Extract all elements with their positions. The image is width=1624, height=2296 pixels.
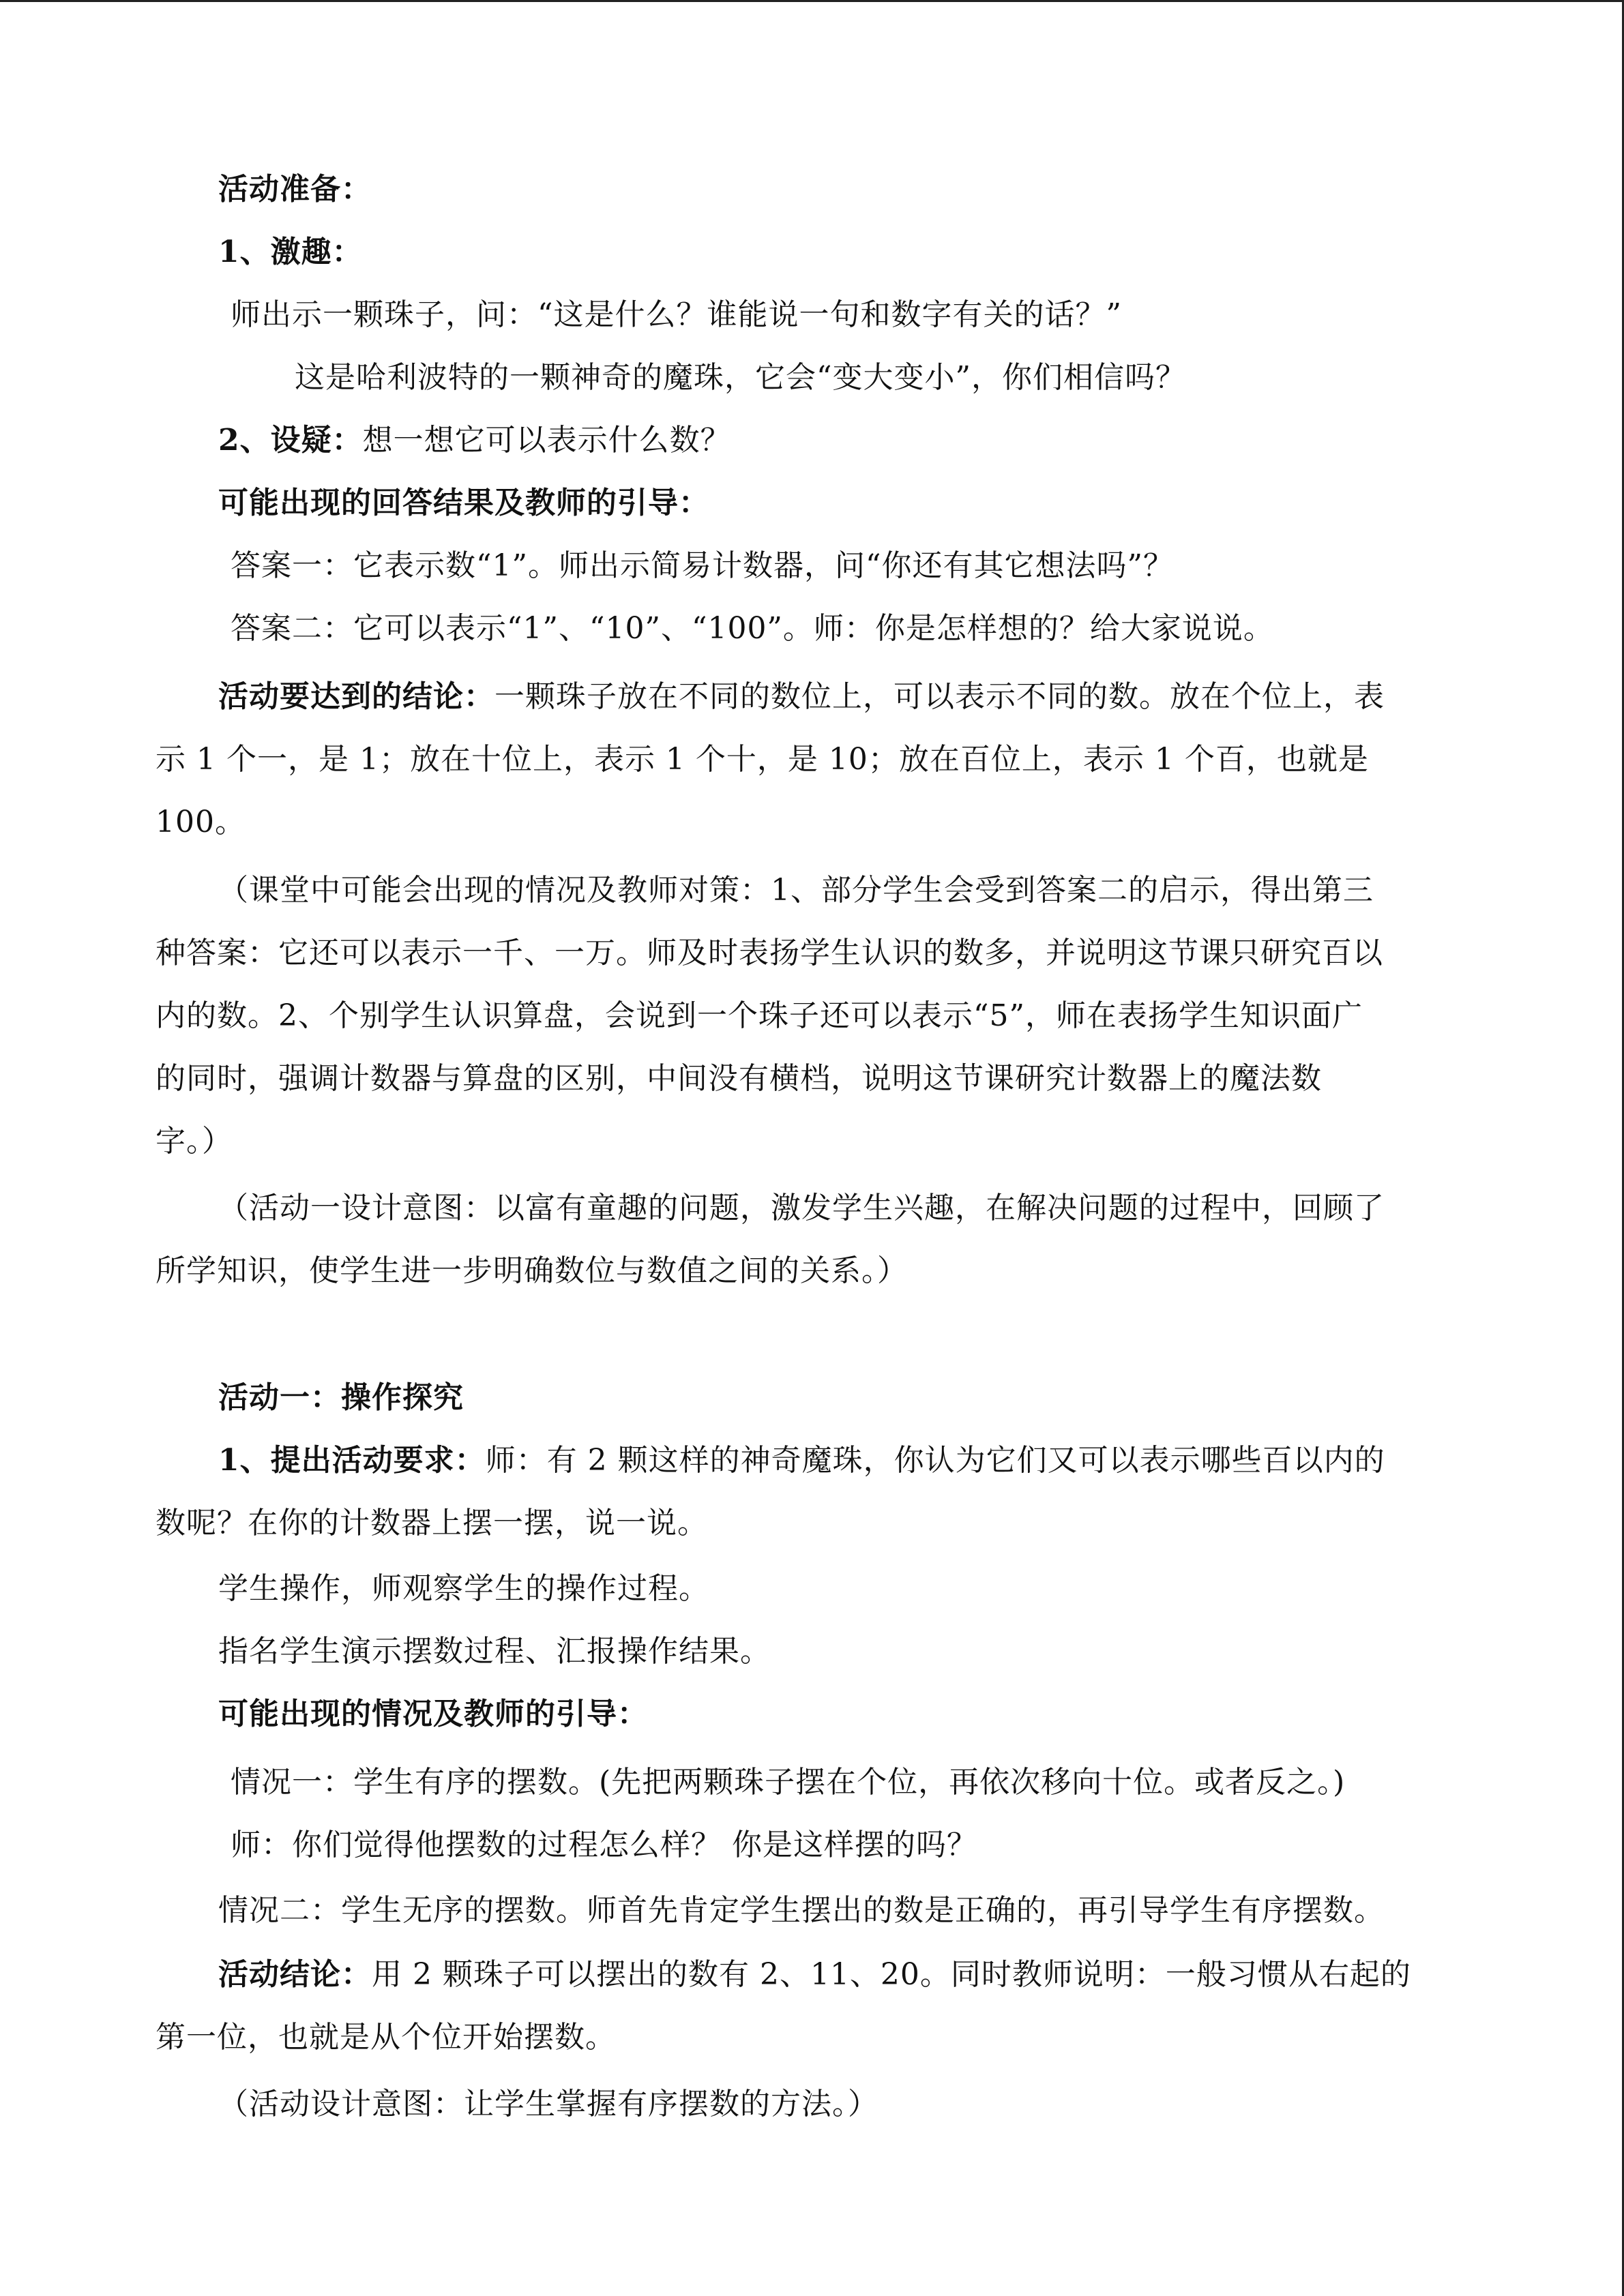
prep-conclusion-line1 — [218, 676, 1385, 717]
prep-s1-line2: 这是哈利波特的一颗神奇的魔珠，它会“变大变小”，你们相信吗？ — [295, 360, 1186, 395]
activity1-req-line1 — [218, 1440, 1385, 1481]
activity1-req-label: 1、提出活动要求： — [218, 1443, 486, 1478]
activity1-conclusion-line1 — [218, 1954, 1411, 1995]
prep-s1-line1: 师出示一颗珠子，问：“这是什么？谁能说一句和数字有关的话？” — [231, 297, 1122, 332]
prep-heading: 活动准备： — [218, 172, 372, 207]
case-2: 情况二：学生无序的摆数。师首先肯定学生摆出的数是正确的，再引导学生有序摆数。 — [218, 1893, 1385, 1928]
activity1-op2: 指名学生演示摆数过程、汇报操作结果。 — [218, 1634, 771, 1669]
answer-2: 答案二：它可以表示“1”、“10”、“100”。师：你是怎样想的？给大家说说。 — [231, 611, 1274, 646]
activity1-guide-heading: 可能出现的情况及教师的引导： — [218, 1697, 648, 1731]
prep-intent-line2: 所学知识，使学生进一步明确数位与数值之间的关系。） — [156, 1253, 908, 1288]
activity1-conclusion-text1: 用 2 颗珠子可以摆出的数有 2、11、20。同时教师说明：一般习惯从右起的 — [372, 1957, 1411, 1992]
classroom-note-line5: 字。） — [156, 1124, 233, 1159]
prep-guide-heading: 可能出现的回答结果及教师的引导： — [218, 486, 709, 520]
section-2-label: 2、设疑： — [218, 423, 363, 458]
activity1-heading: 活动一：操作探究 — [218, 1380, 464, 1415]
activity1-conclusion-label: 活动结论： — [218, 1957, 372, 1992]
prep-intent-line1: （活动一设计意图：以富有童趣的问题，激发学生兴趣，在解决问题的过程中，回顾了 — [218, 1191, 1385, 1225]
activity1-intent: （活动设计意图：让学生掌握有序摆数的方法。） — [218, 2087, 879, 2121]
activity1-req-line2: 数呢？在你的计数器上摆一摆，说一说。 — [156, 1506, 708, 1540]
activity1-conclusion-line2: 第一位，也就是从个位开始摆数。 — [156, 2020, 616, 2055]
prep-conclusion-text1: 一颗珠子放在不同的数位上，可以表示不同的数。放在个位上，表 — [494, 679, 1385, 714]
answer-1: 答案一：它表示数“1”。师出示简易计数器，问“你还有其它想法吗”？ — [231, 548, 1174, 583]
activity1-req-text1: 师：有 2 颗这样的神奇魔珠，你认为它们又可以表示哪些百以内的 — [485, 1443, 1385, 1478]
classroom-note-line4: 的同时，强调计数器与算盘的区别，中间没有横档，说明这节课研究计数器上的魔法数 — [156, 1061, 1322, 1096]
classroom-note-line2: 种答案：它还可以表示一千、一万。师及时表扬学生认识的数多，并说明这节课只研究百以 — [156, 936, 1383, 970]
case-1: 情况一：学生有序的摆数。(先把两颗珠子摆在个位，再依次移向十位。或者反之。) — [231, 1765, 1346, 1800]
section-1-label: 1、激趣： — [218, 235, 363, 269]
prep-conclusion-line2: 示 1 个一，是 1；放在十位上，表示 1 个十，是 10；放在百位上，表示 1 个百，也就是 — [156, 742, 1369, 777]
prep-conclusion-label: 活动要达到的结论： — [218, 679, 494, 714]
case-1-teacher: 师：你们觉得他摆数的过程怎么样？ 你是这样摆的吗？ — [231, 1828, 977, 1862]
classroom-note-line3: 内的数。2、个别学生认识算盘，会说到一个珠子还可以表示“5”，师在表扬学生知识面广 — [156, 998, 1363, 1033]
section-2-text: 想一想它可以表示什么数？ — [362, 423, 731, 458]
activity1-op1: 学生操作，师观察学生的操作过程。 — [218, 1571, 709, 1606]
prep-conclusion-line3: 100。 — [156, 805, 246, 839]
section-2 — [218, 420, 731, 461]
classroom-note-line1: （课堂中可能会出现的情况及教师对策：1、部分学生会受到答案二的启示，得出第三 — [218, 873, 1374, 908]
